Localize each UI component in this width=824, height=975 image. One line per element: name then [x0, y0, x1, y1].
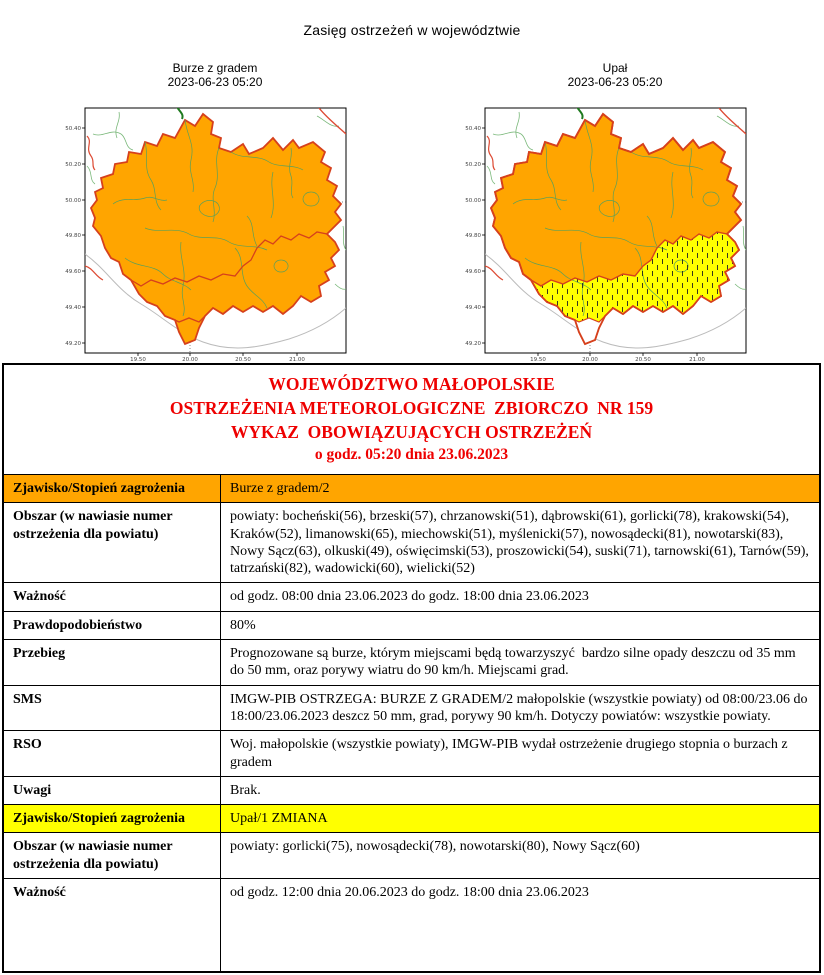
map-caption-upal	[465, 61, 765, 89]
row-value: powiaty: gorlicki(75), nowosądecki(78), nowotarski(80), Nowy Sącz(60)	[230, 839, 640, 855]
table-row	[4, 474, 819, 502]
map-burze-z-gradem	[63, 100, 353, 362]
y-tick-label: 50.20	[65, 162, 81, 168]
row-label: RSO	[4, 731, 221, 776]
row-value: 80%	[230, 617, 256, 633]
map-caption-title: Burze z gradem	[172, 61, 258, 75]
map-caption-datetime: 2023-06-23 05:20	[167, 75, 263, 89]
x-tick-label: 21.00	[689, 357, 705, 362]
row-label: Obszar (w nawiasie numer ostrzeżenia dla powiatu)	[4, 503, 221, 582]
table-header	[4, 365, 819, 474]
row-label: Obszar (w nawiasie numer ostrzeżenia dla powiatu)	[4, 833, 221, 878]
table-row	[4, 611, 819, 639]
x-tick-label: 20.00	[182, 357, 198, 362]
y-tick-label: 50.20	[465, 162, 481, 168]
y-tick-label: 49.40	[465, 305, 481, 311]
y-tick-label: 49.60	[65, 269, 81, 275]
row-label: Zjawisko/Stopień zagrożenia	[4, 805, 221, 832]
y-axis	[465, 126, 485, 347]
header-line: OSTRZEŻENIA METEOROLOGICZNE ZBIORCZO NR 159	[169, 398, 654, 418]
table-row	[4, 832, 819, 878]
row-label: Zjawisko/Stopień zagrożenia	[4, 475, 221, 502]
header-line: WOJEWÓDZTWO MAŁOPOLSKIE	[268, 374, 555, 394]
table-row	[4, 502, 819, 582]
row-value: od godz. 12:00 dnia 20.06.2023 do godz. 18:00 dnia 23.06.2023	[230, 885, 589, 901]
y-tick-label: 50.00	[65, 198, 81, 204]
row-value: powiaty: bocheński(56), brzeski(57), chrzanowski(51), dąbrowski(61), gorlicki(78), krakowski(54), Kraków(52), limanowski(65), miechowski(51), myślenicki(57), nowosądecki(81), nowotarski(83), Nowy Sącz(63), olkuski(49), oświęcimski(53), proszowicki(54), suski(71), tarnowski(61), Tarnów(59), tatrzański(82), wadowicki(60), wielicki(52)	[230, 509, 813, 577]
table-row	[4, 685, 819, 731]
row-value: Upał/1 ZMIANA	[230, 811, 328, 827]
table-row	[4, 582, 819, 610]
y-tick-label: 50.40	[65, 126, 81, 132]
y-axis	[65, 126, 85, 347]
map-caption-title: Upał	[602, 61, 628, 75]
x-tick-label: 19.50	[130, 357, 146, 362]
row-label: Ważność	[4, 879, 221, 971]
table-row	[4, 730, 819, 776]
header-line: o godz. 05:20 dnia 23.06.2023	[314, 446, 509, 463]
map-caption-burze	[65, 61, 365, 89]
table-row	[4, 639, 819, 685]
row-value: Woj. małopolskie (wszystkie powiaty), IMGW-PIB wydał ostrzeżenie drugiego stopnia o burzach z gradem	[230, 737, 792, 770]
row-value: Prognozowane są burze, którym miejscami będą towarzyszyć bardzo silne opady deszczu od 35 mm do 50 mm, oraz porywy wiatru do 90 km/h. Miejscami grad.	[230, 646, 800, 679]
row-label: Prawdopodobieństwo	[4, 612, 221, 639]
y-tick-label: 50.00	[465, 198, 481, 204]
header-line: WYKAZ OBOWIĄZUJĄCYCH OSTRZEŻEŃ	[230, 422, 593, 442]
row-label: SMS	[4, 686, 221, 731]
table-row	[4, 804, 819, 832]
x-axis	[530, 353, 705, 362]
y-tick-label: 50.40	[465, 126, 481, 132]
warning-table	[2, 363, 821, 973]
x-axis	[130, 353, 305, 362]
row-value: Brak.	[230, 782, 261, 798]
row-label: Uwagi	[4, 777, 221, 804]
y-tick-label: 49.60	[465, 269, 481, 275]
x-tick-label: 20.50	[235, 357, 251, 362]
row-label: Ważność	[4, 583, 221, 610]
map-upal	[463, 100, 753, 362]
y-tick-label: 49.20	[65, 341, 81, 347]
x-tick-label: 20.00	[582, 357, 598, 362]
table-row	[4, 776, 819, 804]
x-tick-label: 19.50	[530, 357, 546, 362]
x-tick-label: 20.50	[635, 357, 651, 362]
row-value: Burze z gradem/2	[230, 481, 330, 496]
y-tick-label: 49.20	[465, 341, 481, 347]
map-caption-datetime: 2023-06-23 05:20	[567, 75, 663, 89]
table-row	[4, 878, 819, 971]
row-value: IMGW-PIB OSTRZEGA: BURZE Z GRADEM/2 małopolskie (wszystkie powiaty) od 08:00/23.06 do 18:00/23.06.2023 deszcz 50 mm, grad, porywy 90 km/h. Dotyczy powiatów: wszystkie powiaty.	[230, 691, 811, 724]
y-tick-label: 49.80	[65, 233, 81, 239]
y-tick-label: 49.80	[465, 233, 481, 239]
y-tick-label: 49.40	[65, 305, 81, 311]
row-label: Przebieg	[4, 640, 221, 685]
row-value: od godz. 08:00 dnia 23.06.2023 do godz. 18:00 dnia 23.06.2023	[230, 589, 589, 605]
page-title: Zasięg ostrzeżeń w województwie	[303, 22, 521, 38]
x-tick-label: 21.00	[289, 357, 305, 362]
